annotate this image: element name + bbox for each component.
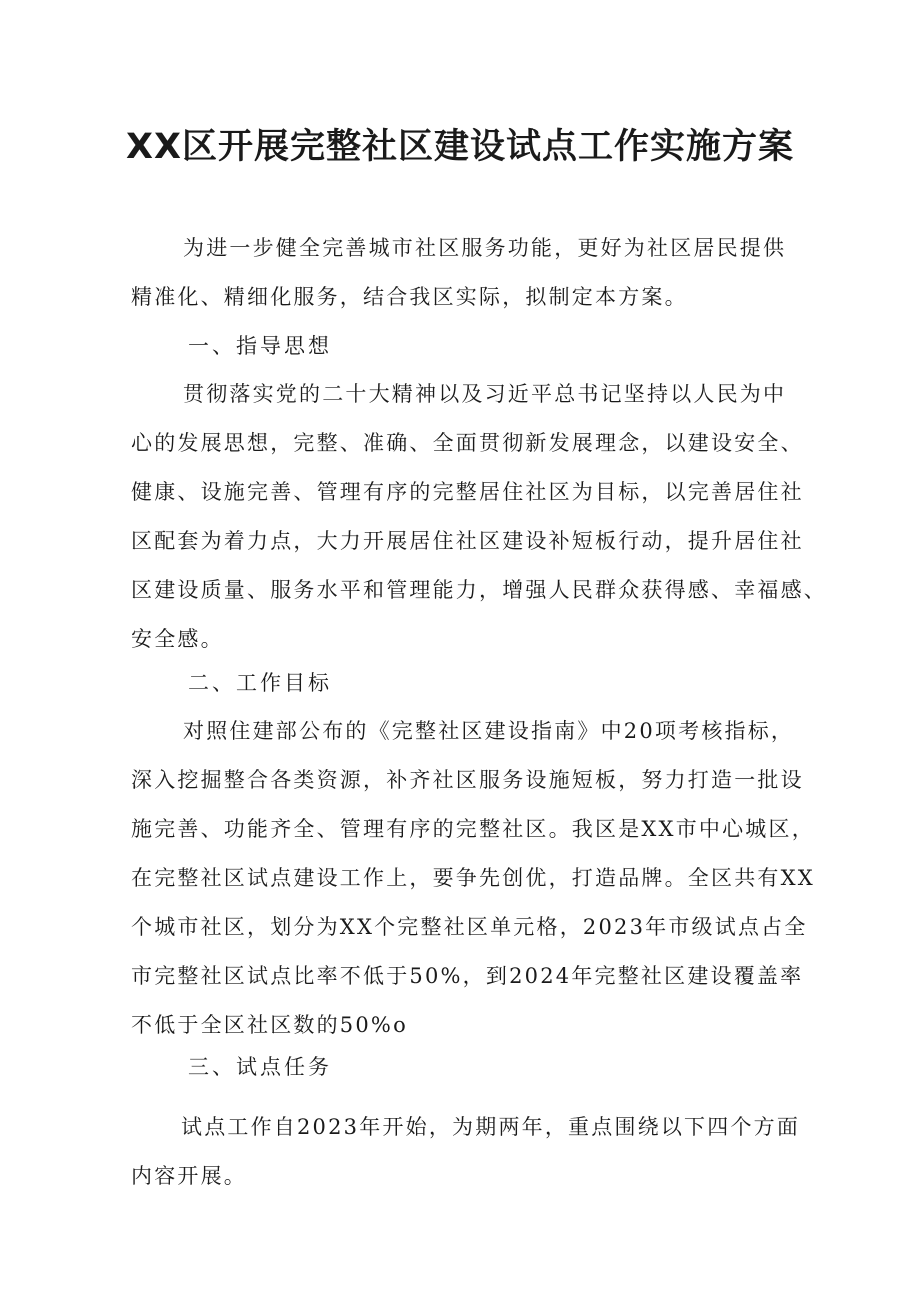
paragraph-line: 内容开展。 <box>131 1164 247 1188</box>
paragraph-line: 心的发展思想，完整、准确、全面贯彻新发展理念，以建设安全、 <box>131 431 804 455</box>
intro-paragraph <box>131 224 796 322</box>
pilot-tasks-paragraph <box>131 1103 801 1201</box>
paragraph-line: 精准化、精细化服务，结合我区实际，拟制定本方案。 <box>131 285 688 309</box>
paragraph-line: 施完善、功能齐全、管理有序的完整社区。我区是XX市中心城区， <box>131 817 815 841</box>
document-title: XX区开展完整社区建设试点工作实施方案 <box>126 127 794 167</box>
paragraph-line: 区配套为着力点，大力开展居住社区建设补短板行动，提升居住社 <box>131 529 804 553</box>
paragraph-line: 安全感。 <box>131 627 224 651</box>
paragraph-line: 在完整社区试点建设工作上，要争先创优，打造品牌。全区共有XX <box>131 866 815 890</box>
section-heading-pilot-tasks: 三、试点任务 <box>188 1055 332 1079</box>
paragraph-line: 对照住建部公布的《完整社区建设指南》中20项考核指标， <box>183 719 795 743</box>
paragraph-line: 深入挖掘整合各类资源，补齐社区服务设施短板，努力打造一批设 <box>131 768 804 792</box>
paragraph-line: 为进一步健全完善城市社区服务功能，更好为社区居民提供 <box>183 236 787 260</box>
paragraph-line: 个城市社区，划分为XX个完整社区单元格，2023年市级试点占全 <box>131 915 808 939</box>
section-heading-guiding-ideology: 一、指导思想 <box>188 334 332 358</box>
section-heading-work-goals: 二、工作目标 <box>188 671 332 695</box>
paragraph-line: 贯彻落实党的二十大精神以及习近平总书记坚持以人民为中 <box>183 382 787 406</box>
paragraph-line: 区建设质量、服务水平和管理能力，增强人民群众获得感、幸福感、 <box>131 578 827 602</box>
work-goals-paragraph <box>131 707 815 1050</box>
paragraph-line: 试点工作自2023年开始，为期两年，重点围绕以下四个方面 <box>181 1115 801 1139</box>
paragraph-line: 不低于全区社区数的50%o <box>131 1013 408 1037</box>
paragraph-line: 市完整社区试点比率不低于50%，到2024年完整社区建设覆盖率 <box>131 964 804 988</box>
paragraph-line: 健康、设施完善、管理有序的完整居住社区为目标，以完善居住社 <box>131 480 804 504</box>
guiding-ideology-paragraph <box>131 370 827 664</box>
